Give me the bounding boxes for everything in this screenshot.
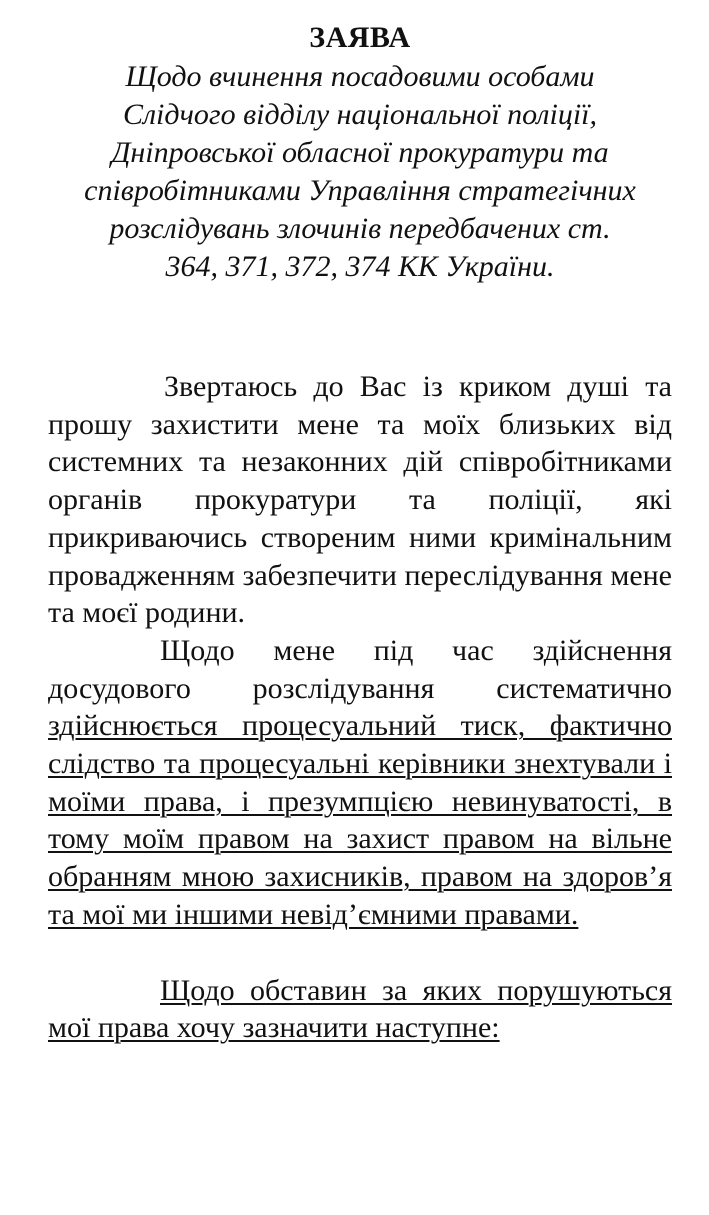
subtitle-line: співробітниками Управління стратегічних [84, 174, 636, 207]
subtitle-line: розслідувань злочинів передбачених ст. [109, 212, 611, 245]
subtitle-line: Слідчого відділу національної поліції, [122, 98, 598, 131]
subtitle-line: Щодо вчинення посадовими особами [125, 60, 595, 93]
subtitle-line: Дніпровської обласної прокуратури та [111, 136, 609, 169]
paragraph-circumstances [48, 972, 672, 1047]
paragraph-pressure-underlined: здійснюється процесуальний тиск, фактично слідство та процесуальні керівники знехтували і моїми права, і презумпцією невинуватості, в тому моїм правом на захист правом на вільне обранням мною захисників, правом на здоров’я та мої ми іншими невід’ємними правами. [48, 709, 672, 931]
document-title: ЗАЯВА [309, 21, 411, 54]
paragraph-pressure [48, 632, 672, 934]
document-body [48, 368, 672, 1047]
paragraph-gap [48, 934, 672, 972]
subtitle-line: 364, 371, 372, 374 КК України. [165, 250, 555, 283]
document-page [48, 20, 672, 1047]
paragraph-circumstances-underlined: Щодо обставин за яких порушуються мої права хочу зазначити наступне: [48, 973, 672, 1045]
paragraph-appeal: Звертаюсь до Вас із криком душі та прошу захистити мене та моїх близьких від системних та незаконних дій співробітниками органів прокуратури та поліції, які прикриваючись створеним ними кримінальним провадженням забезпечити переслідування мене та моєї родини. [48, 370, 672, 630]
document-subtitle [28, 58, 692, 286]
paragraph-pressure-text: Щодо мене під час здійснення досудового розслідування систематично [48, 633, 672, 705]
